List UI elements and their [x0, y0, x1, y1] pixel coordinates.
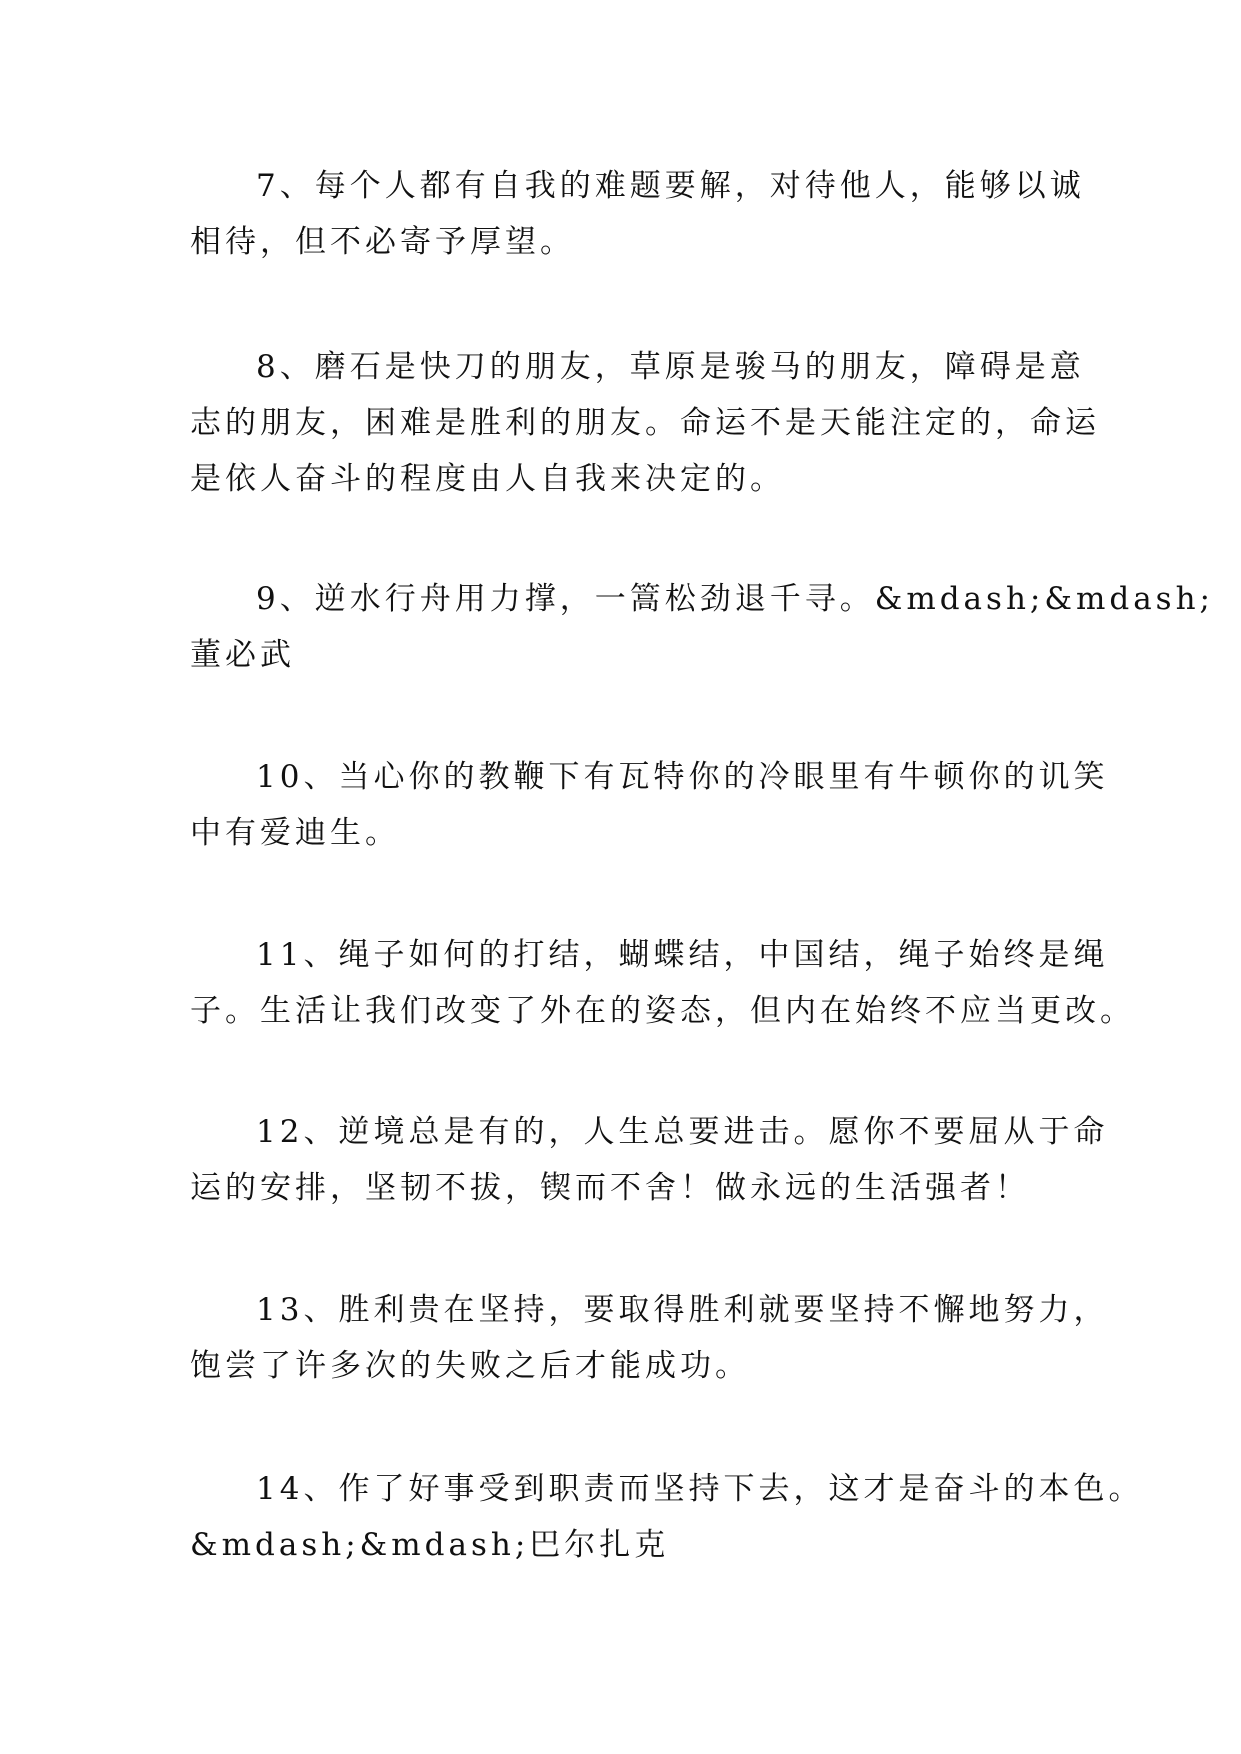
- paragraph-line: 7、每个人都有自我的难题要解，对待他人，能够以诚: [256, 168, 1085, 204]
- paragraph-line: &mdash;&mdash;巴尔扎克: [190, 1527, 670, 1563]
- paragraph-9: [190, 571, 1214, 683]
- paragraph-line: 10、当心你的教鞭下有瓦特你的冷眼里有牛顿你的讥笑: [256, 759, 1109, 795]
- paragraph-7: [190, 158, 1085, 270]
- paragraph-line: 是依人奋斗的程度由人自我来决定的。: [190, 461, 785, 497]
- paragraph-line: 志的朋友，困难是胜利的朋友。命运不是天能注定的，命运: [190, 405, 1100, 441]
- paragraph-line: 13、胜利贵在坚持，要取得胜利就要坚持不懈地努力，: [256, 1292, 1109, 1328]
- paragraph-line: 8、磨石是快刀的朋友，草原是骏马的朋友，障碍是意: [256, 349, 1085, 385]
- paragraph-line: 饱尝了许多次的失败之后才能成功。: [190, 1348, 750, 1384]
- paragraph-line: 中有爱迪生。: [190, 815, 400, 851]
- paragraph-line: 董必武: [190, 637, 295, 673]
- paragraph-line: 相待，但不必寄予厚望。: [190, 224, 575, 260]
- paragraph-8: [190, 339, 1100, 507]
- paragraph-line: 14、作了好事受到职责而坚持下去，这才是奋斗的本色。: [256, 1471, 1144, 1507]
- paragraph-line: 运的安排，坚韧不拔，锲而不舍！做永远的生活强者！: [190, 1170, 1030, 1206]
- paragraph-line: 子。生活让我们改变了外在的姿态，但内在始终不应当更改。: [190, 993, 1135, 1029]
- paragraph-11: [190, 927, 1135, 1039]
- paragraph-13: [190, 1282, 1109, 1394]
- paragraph-12: [190, 1104, 1109, 1216]
- paragraph-line: 11、绳子如何的打结，蝴蝶结，中国结，绳子始终是绳: [256, 937, 1109, 973]
- paragraph-10: [190, 749, 1109, 861]
- paragraph-14: [190, 1461, 1144, 1573]
- paragraph-line: 9、逆水行舟用力撑，一篙松劲退千寻。&mdash;&mdash;: [256, 581, 1214, 617]
- paragraph-line: 12、逆境总是有的，人生总要进击。愿你不要屈从于命: [256, 1114, 1109, 1150]
